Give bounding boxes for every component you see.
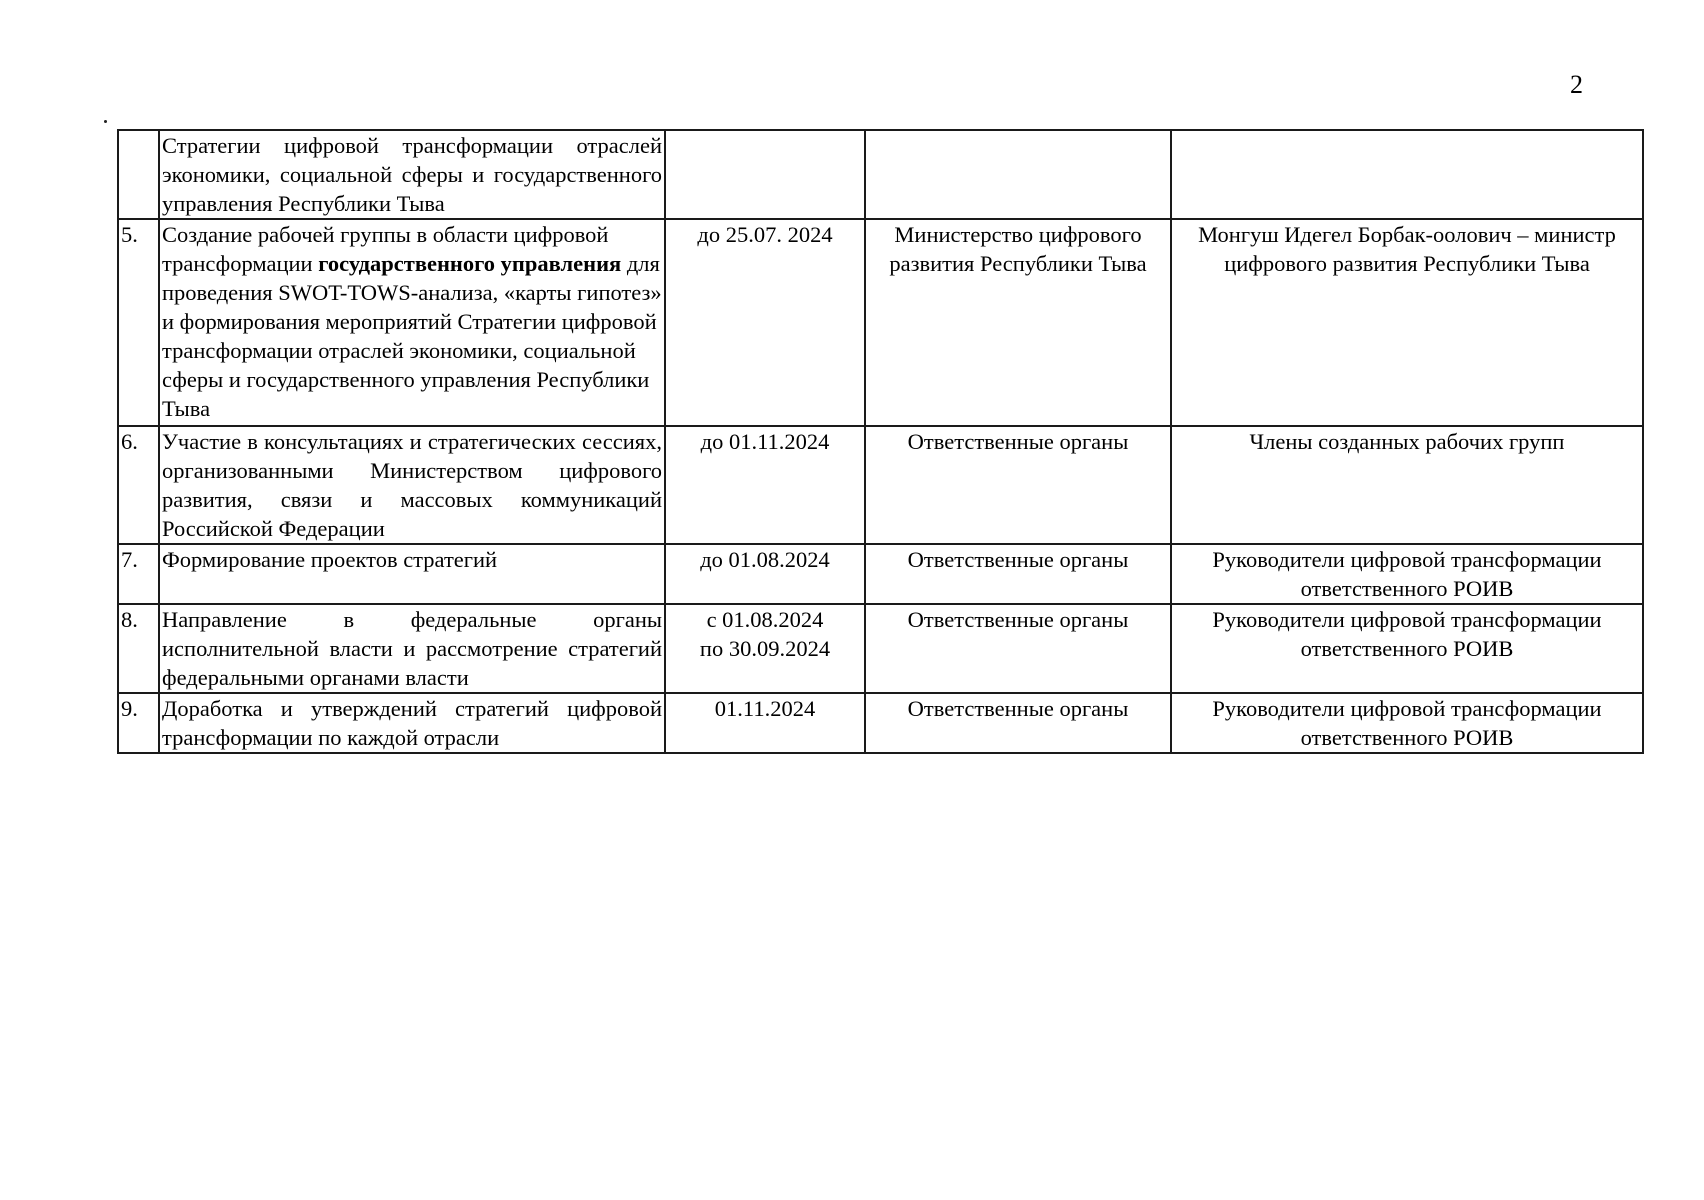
task-text: для проведения SWOT-TOWS-анализа, «карты гипотез» и формирования мероприятий Стратегии цифровой трансформации отраслей экономики, социальной сферы и государственного управления Республики Тыва [162, 251, 662, 421]
responsible-body-cell: Ответственные органы [865, 426, 1171, 544]
scan-dot [104, 120, 107, 123]
table-row [118, 604, 1643, 693]
executor-cell: Руководители цифровой трансформации ответственного РОИВ [1171, 693, 1643, 753]
deadline-cell [665, 130, 865, 219]
deadline-cell: 01.11.2024 [665, 693, 865, 753]
deadline-end: по 30.09.2024 [699, 636, 831, 661]
task-cell: Доработка и утверждений стратегий цифровой трансформации по каждой отрасли [159, 693, 665, 753]
row-number: 9. [118, 693, 159, 753]
deadline-cell: до 25.07. 2024 [665, 219, 865, 426]
table-row [118, 544, 1643, 604]
row-number: 6. [118, 426, 159, 544]
executor-cell: Руководители цифровой трансформации ответственного РОИВ [1171, 544, 1643, 604]
task-cell: Стратегии цифровой трансформации отраслей экономики, социальной сферы и государственного управления Республики Тыва [159, 130, 665, 219]
task-cell: Направление в федеральные органы исполнительной власти и рассмотрение стратегий федеральными органами власти [159, 604, 665, 693]
deadline-cell [665, 604, 865, 693]
task-cell: Участие в консультациях и стратегических сессиях, организованными Министерством цифрового развития, связи и массовых коммуникаций Российской Федерации [159, 426, 665, 544]
responsible-body-cell: Ответственные органы [865, 544, 1171, 604]
row-number: 5. [118, 219, 159, 426]
row-number [118, 130, 159, 219]
table-row [118, 693, 1643, 753]
row-number: 8. [118, 604, 159, 693]
action-plan-table [117, 129, 1644, 754]
responsible-body-cell: Ответственные органы [865, 604, 1171, 693]
table-row [118, 130, 1643, 219]
page-number: 2 [1570, 70, 1583, 99]
executor-cell: Руководители цифровой трансформации ответственного РОИВ [1171, 604, 1643, 693]
responsible-body-cell: Министерство цифрового развития Республики Тыва [865, 219, 1171, 426]
responsible-body-cell [865, 130, 1171, 219]
task-cell [159, 219, 665, 426]
table-row [118, 219, 1643, 426]
executor-cell: Монгуш Идегел Борбак-оолович – министр цифрового развития Республики Тыва [1171, 219, 1643, 426]
deadline-cell: до 01.08.2024 [665, 544, 865, 604]
deadline-cell: до 01.11.2024 [665, 426, 865, 544]
row-number: 7. [118, 544, 159, 604]
executor-cell [1171, 130, 1643, 219]
task-text-bold: государственного управления [318, 251, 622, 276]
task-cell: Формирование проектов стратегий [159, 544, 665, 604]
task-text: Создание рабочей группы в области цифровой трансформации [162, 222, 609, 276]
executor-cell: Члены созданных рабочих групп [1171, 426, 1643, 544]
responsible-body-cell: Ответственные органы [865, 693, 1171, 753]
table-row [118, 426, 1643, 544]
deadline-start: с 01.08.2024 [706, 607, 824, 632]
